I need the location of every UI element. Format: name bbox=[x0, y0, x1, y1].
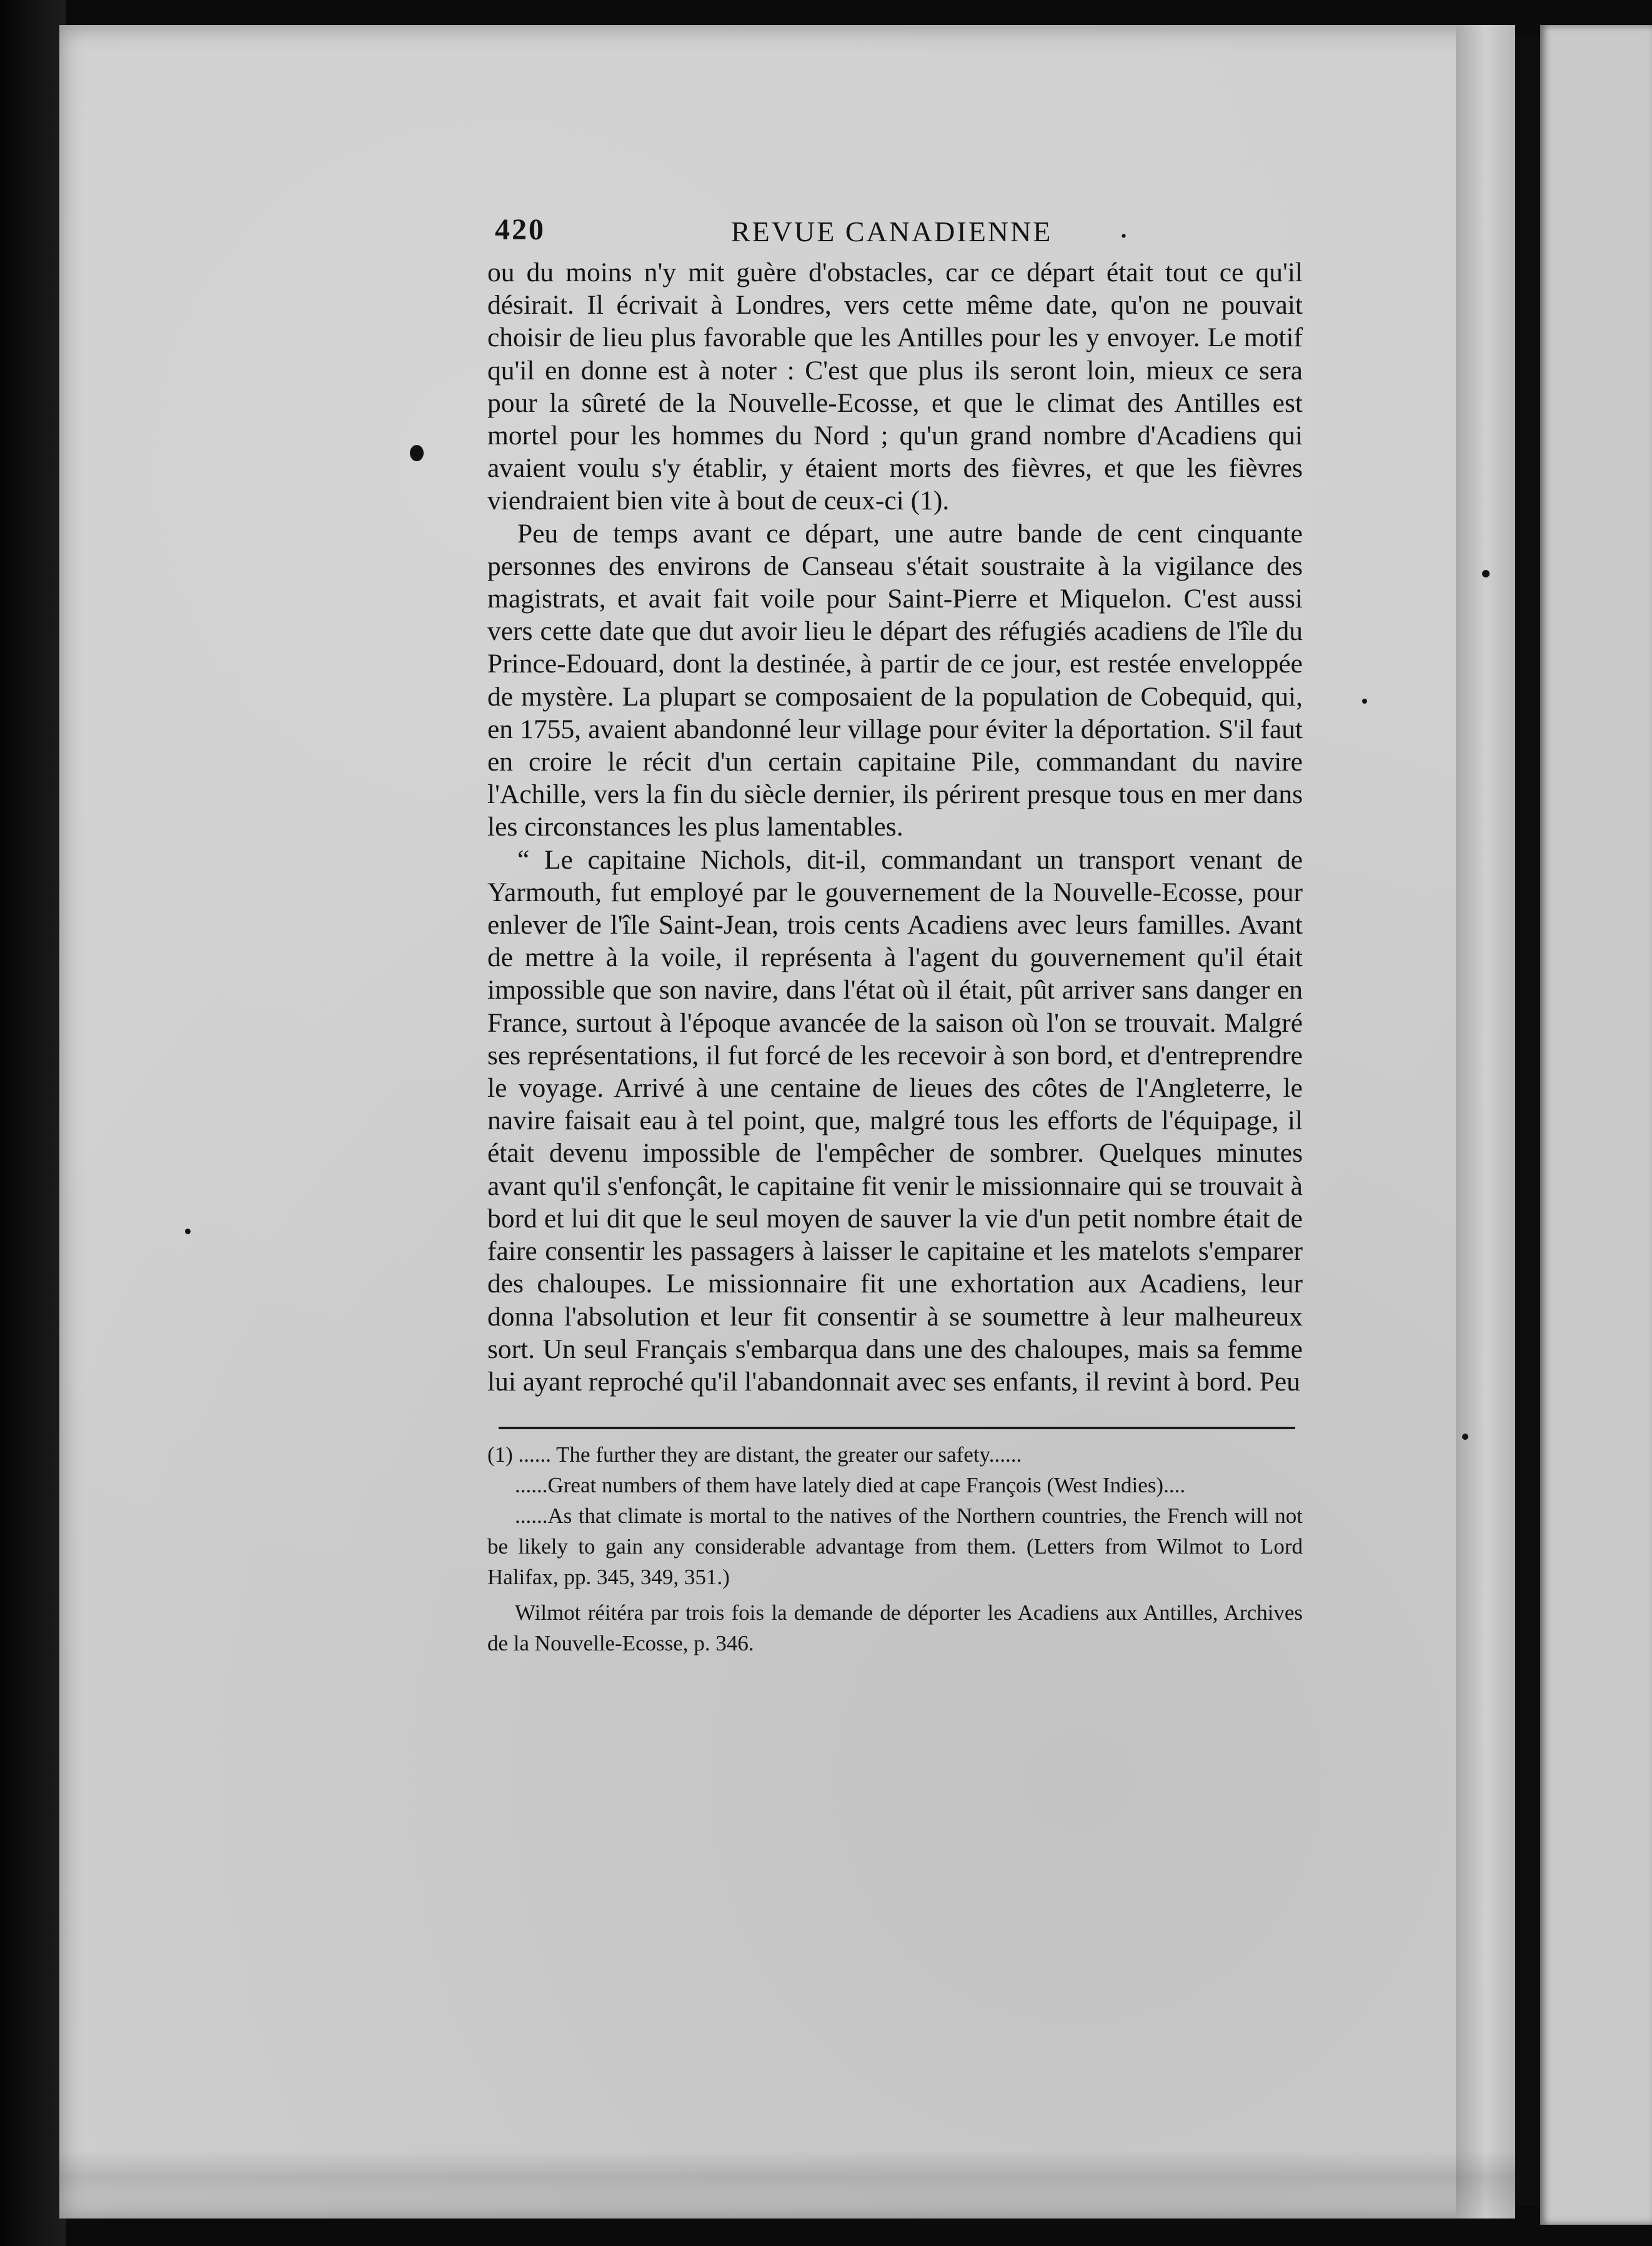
ink-speck bbox=[1362, 699, 1367, 704]
page-text-block bbox=[487, 206, 1303, 1659]
head-mark: . bbox=[1120, 209, 1130, 245]
page-bottom-shade bbox=[59, 2150, 1515, 2219]
footnote-line: ......As that climate is mortal to the natives of the Northern countries, the French will not be likely to gain any considerable advantage from them. (Letters from Wilmot to Lord Halifax, pp. 345, 349, 351.) bbox=[487, 1504, 1303, 1590]
scan-dark-margin bbox=[0, 0, 66, 2246]
adjacent-page-edge bbox=[1540, 25, 1652, 2225]
ink-speck bbox=[185, 1229, 191, 1234]
ink-speck bbox=[410, 445, 424, 461]
binding-gap bbox=[1515, 37, 1540, 2206]
footnotes bbox=[487, 1439, 1303, 1659]
body-paragraph: “ Le capitaine Nichols, dit-il, commandant un transport venant de Yarmouth, fut employé par le gouvernement de la Nouvelle-Ecosse, pour enlever de l'île Saint-Jean, trois cents Acadiens avec leurs familles. Avant de mettre à la voile, il représenta à l'agent du gouvernement qu'il était impossible que son navire, dans l'état où il était, pût arriver sans danger en France, surtout à l'époque avancée de la saison où l'on se trouvait. Malgré ses représentations, il fut forcé de les recevoir à son bord, et d'entreprendre le voyage. Arrivé à une centaine de lieues des côtes de l'Angleterre, le navire faisait eau à tel point, que, malgré tous les efforts de l'équipage, il était devenu impossible de l'empêcher de sombrer. Quelques minutes avant qu'il s'enfonçât, le capitaine fit venir le missionnaire qui se trouvait à bord et lui dit que le seul moyen de sauver la vie d'un petit nombre était de faire consentir les passagers à laisser le capitaine et les matelots s'emparer des chaloupes. Le missionnaire fit une exhortation aux Acadiens, leur donna l'absolution et leur fit consentir à se soumettre à leur malheureux sort. Un seul Français s'embarqua dans une des chaloupes, mais sa femme lui ayant reproché qu'il l'abandonnait avec ses enfants, il revint à bord. Peu bbox=[487, 844, 1303, 1397]
footnote-line: Wilmot réitéra par trois fois la demande de déporter les Acadiens aux Antilles, Archives de la Nouvelle-Ecosse, p. 346. bbox=[487, 1600, 1303, 1656]
footnote-gap bbox=[487, 1592, 1303, 1597]
body-paragraph: ou du moins n'y mit guère d'obstacles, car ce départ était tout ce qu'il désirait. Il écrivait à Londres, vers cette même date, qu'on ne pouvait choisir de lieu plus favorable que les Antilles pour les y envoyer. Le motif qu'il en donne est à noter : C'est que plus ils seront loin, mieux ce sera pour la sûreté de la Nouvelle-Ecosse, et que le climat des Antilles est mortel pour les hommes du Nord ; qu'un grand nombre d'Acadiens qui avaient voulu s'y établir, y étaient morts des fièvres, et que les fièvres viendraient bien vite à bout de ceux-ci (1). bbox=[487, 257, 1303, 516]
body-paragraph: Peu de temps avant ce départ, une autre bande de cent cinquante personnes des environs de Canseau s'était soustraite à la vigilance des magistrats, et avait fait voile pour Saint-Pierre et Miquelon. C'est aussi vers cette date que dut avoir lieu le départ des réfugiés acadiens de l'île du Prince-Edouard, dont la destinée, à partir de ce jour, est restée enveloppée de mystère. La plupart se composaient de la population de Cobequid, qui, en 1755, avaient abandonné leur village pour éviter la déportation. S'il faut en croire le récit d'un certain capitaine Pile, commandant du navire l'Achille, vers la fin du siècle dernier, ils périrent presque tous en mer dans les circonstances les plus lamentables. bbox=[487, 518, 1303, 842]
journal-title: REVUE CANADIENNE bbox=[731, 216, 1053, 247]
page-fold-shadow bbox=[1456, 25, 1515, 2219]
ink-speck bbox=[1482, 570, 1490, 577]
page-number: 420 bbox=[495, 213, 545, 246]
body-text bbox=[487, 256, 1303, 1398]
ink-speck bbox=[1462, 1434, 1468, 1440]
footnote-divider bbox=[499, 1427, 1295, 1429]
footnote-line: (1) ...... The further they are distant, the greater our safety...... bbox=[487, 1442, 1022, 1467]
footnote-line: ......Great numbers of them have lately died at cape François (West Indies).... bbox=[515, 1473, 1186, 1498]
running-head bbox=[487, 206, 1303, 256]
